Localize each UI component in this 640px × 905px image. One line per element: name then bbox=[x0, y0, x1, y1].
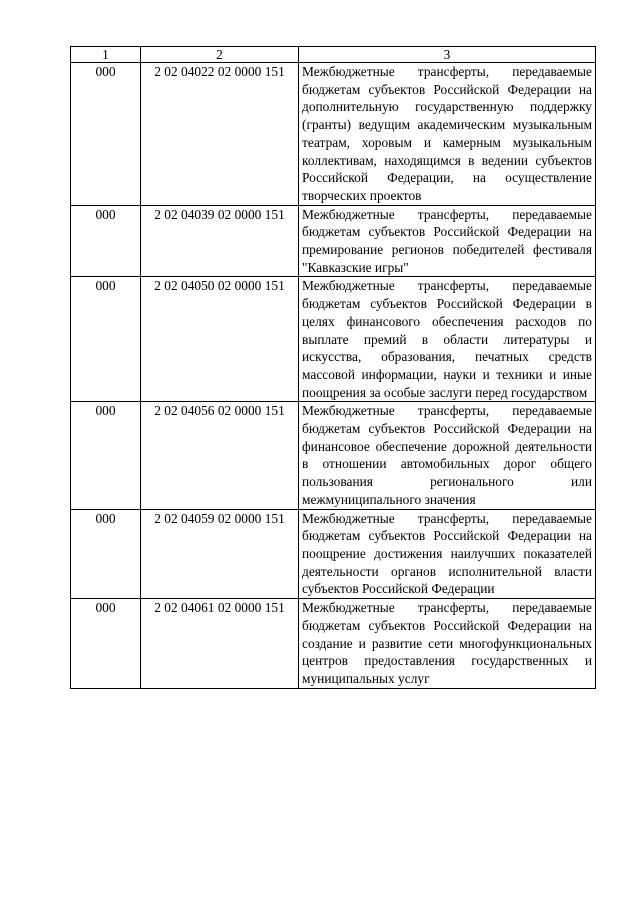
budget-classification-table bbox=[70, 46, 596, 689]
budget-code-cell: 2 02 04039 02 0000 151 bbox=[141, 205, 299, 277]
budget-code-cell: 2 02 04050 02 0000 151 bbox=[141, 277, 299, 402]
description-cell: Межбюджетные трансферты, передаваемые бюджетам субъектов Российской Федерации на дополнительную государственную поддержку (гранты) ведущим академическим музыкальным театрам, хоровым и камерным музыкальным коллективам, находящимся в ведении субъектов Российской Федерации, на осуществление творческих проектов bbox=[299, 63, 596, 206]
column-header-2: 2 bbox=[141, 47, 299, 63]
admin-code-cell: 000 bbox=[71, 599, 141, 689]
admin-code-cell: 000 bbox=[71, 205, 141, 277]
table-row bbox=[71, 63, 596, 206]
budget-code-cell: 2 02 04061 02 0000 151 bbox=[141, 599, 299, 689]
table-row bbox=[71, 205, 596, 277]
table-header-row bbox=[71, 47, 596, 63]
budget-code-cell: 2 02 04059 02 0000 151 bbox=[141, 509, 299, 599]
description-cell: Межбюджетные трансферты, передаваемые бюджетам субъектов Российской Федерации на поощрение достижения наилучших показателей деятельности органов исполнительной власти субъектов Российской Федерации bbox=[299, 509, 596, 599]
budget-code-cell: 2 02 04022 02 0000 151 bbox=[141, 63, 299, 206]
description-cell: Межбюджетные трансферты, передаваемые бюджетам субъектов Российской Федерации на создание и развитие сети многофункциональных центров предоставления государственных и муниципальных услуг bbox=[299, 599, 596, 689]
table-row bbox=[71, 509, 596, 599]
description-cell: Межбюджетные трансферты, передаваемые бюджетам субъектов Российской Федерации на финансовое обеспечение дорожной деятельности в отношении автомобильных дорог общего пользования регионального или межмуниципального значения bbox=[299, 402, 596, 509]
table-row bbox=[71, 402, 596, 509]
column-header-3: 3 bbox=[299, 47, 596, 63]
admin-code-cell: 000 bbox=[71, 277, 141, 402]
admin-code-cell: 000 bbox=[71, 63, 141, 206]
admin-code-cell: 000 bbox=[71, 402, 141, 509]
description-cell: Межбюджетные трансферты, передаваемые бюджетам субъектов Российской Федерации в целях финансового обеспечения расходов по выплате премий в области литературы и искусства, образования, печатных средств массовой информации, науки и техники и иные поощрения за особые заслуги перед государством bbox=[299, 277, 596, 402]
description-cell: Межбюджетные трансферты, передаваемые бюджетам субъектов Российской Федерации на премирование регионов победителей фестиваля "Кавказские игры" bbox=[299, 205, 596, 277]
budget-code-cell: 2 02 04056 02 0000 151 bbox=[141, 402, 299, 509]
column-header-1: 1 bbox=[71, 47, 141, 63]
table-row bbox=[71, 277, 596, 402]
admin-code-cell: 000 bbox=[71, 509, 141, 599]
table-row bbox=[71, 599, 596, 689]
